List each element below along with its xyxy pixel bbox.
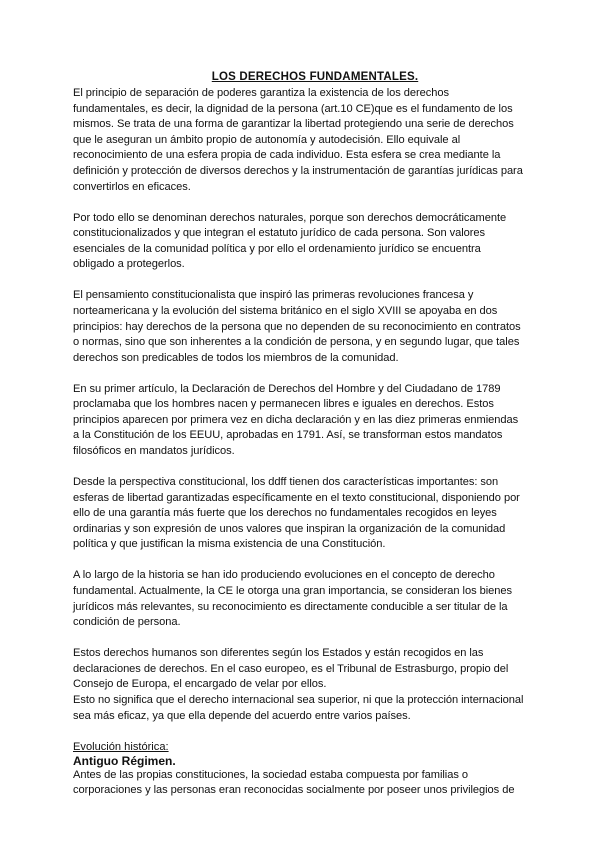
text-line: principios: hay derechos de la persona que no dependen de su reconocimiento en contratos	[73, 320, 521, 333]
text-line: Por todo ello se denominan derechos naturales, porque son derechos democráticamente	[73, 211, 507, 224]
text-line: Antes de las propias constituciones, la sociedad estaba compuesta por familias o	[73, 768, 468, 781]
text-line: norteamericana y la evolución del sistema británico en el siglo XVIII se apoyaba en dos	[73, 304, 498, 317]
document-page	[73, 70, 529, 799]
text-line: corporaciones y las personas eran reconocidas socialmente por poseer unos privilegios de	[73, 784, 515, 797]
text-line: mismos. Se trata de una forma de garantizar la libertad protegiendo una serie de derechos	[73, 118, 514, 131]
paragraph	[73, 211, 529, 273]
text-line: Desde la perspectiva constitucional, los ddff tienen dos características importantes: son	[73, 476, 499, 489]
text-line: Consejo de Europa, el encargado de velar por ellos.	[73, 678, 327, 691]
text-line: esenciales de la comunidad política y por ello el ordenamiento jurídico se encuentra	[73, 242, 481, 255]
text-line: derechos son predicables de todos los miembros de la comunidad.	[73, 351, 399, 364]
document-title: LOS DERECHOS FUNDAMENTALES.	[211, 71, 419, 83]
section-heading-antiguo-regimen: Antiguo Régimen.	[73, 753, 176, 768]
text-line: filosóficos en mandatos jurídicos.	[73, 445, 235, 458]
text-line: constitucionalizados y que integran el estatuto jurídico de cada persona. Son valores	[73, 227, 486, 240]
text-line: A lo largo de la historia se han ido produciendo evoluciones en el concepto de derecho	[73, 569, 495, 582]
text-line: En su primer artículo, la Declaración de Derechos del Hombre y del Ciudadano de 1789	[73, 382, 501, 395]
text-line: política y que justifican la misma existencia de una Constitución.	[73, 538, 386, 551]
document-body	[73, 86, 529, 724]
text-line: sea más eficaz, ya que ella depende del acuerdo entre varios países.	[73, 709, 411, 722]
paragraph	[73, 288, 529, 366]
text-line: proclamaba que los hombres nacen y permanecen libres e iguales en derechos. Estos	[73, 398, 494, 411]
text-line: El principio de separación de poderes garantiza la existencia de los derechos	[73, 87, 450, 99]
text-line: jurídicos más relevantes, su reconocimiento es directamente conducible a ser titular de la	[73, 600, 508, 613]
text-line: Estos derechos humanos son diferentes según los Estados y están recogidos en las	[73, 647, 484, 660]
text-line: principios aparecen por primera vez en dicha declaración y en las diez primeras enmiendas	[73, 413, 519, 426]
text-line: Esto no significa que el derecho internacional sea superior, ni que la protección internacional	[73, 693, 524, 706]
text-line: declaraciones de derechos. En el caso europeo, es el Tribunal de Estrasburgo, propio del	[73, 662, 509, 675]
text-line: convertirlos en eficaces.	[73, 180, 191, 193]
paragraph	[73, 86, 529, 195]
text-line: reconocimiento de una esfera propia de cada individuo. Esta esfera se crea mediante la	[73, 149, 501, 162]
text-line: ordinarias y son expresión de unos valores que inspiran la organización de la comunidad	[73, 522, 506, 535]
text-line: que le aseguran un ámbito propio de autonomía y autodecisión. Ello equivale al	[73, 133, 461, 146]
paragraph	[73, 475, 529, 553]
text-line: obligado a protegerlos.	[73, 258, 185, 271]
text-line: condición de persona.	[73, 616, 181, 629]
text-line: a la Constitución de los EEUU, aprobadas en 1791. Así, se transforman estos mandatos	[73, 429, 503, 442]
text-line: El pensamiento constitucionalista que inspiró las primeras revoluciones francesa y	[73, 289, 474, 302]
text-line: o normas, sino que son inherentes a la condición de persona, y en segundo lugar, que tales	[73, 336, 520, 349]
text-line: fundamentales, es decir, la dignidad de la persona (art.10 CE)que es el fundamento de los	[73, 102, 513, 115]
text-line: fundamental. Actualmente, la CE le otorga una gran importancia, se consideran los bienes	[73, 584, 512, 597]
paragraph	[73, 382, 529, 460]
final-paragraph	[73, 768, 529, 799]
paragraph	[73, 646, 529, 724]
paragraph	[73, 568, 529, 630]
text-line: esferas de libertad garantizadas específicamente en el texto constitucional, disponiendo por	[73, 491, 520, 504]
section-link-evolucion[interactable]: Evolución histórica:	[73, 740, 169, 753]
text-line: ello de una garantía más fuerte que los derechos no fundamentales recogidos en leyes	[73, 507, 497, 520]
text-line: definición y protección de diversos derechos y la instrumentación de garantías jurídicas para	[73, 164, 523, 177]
